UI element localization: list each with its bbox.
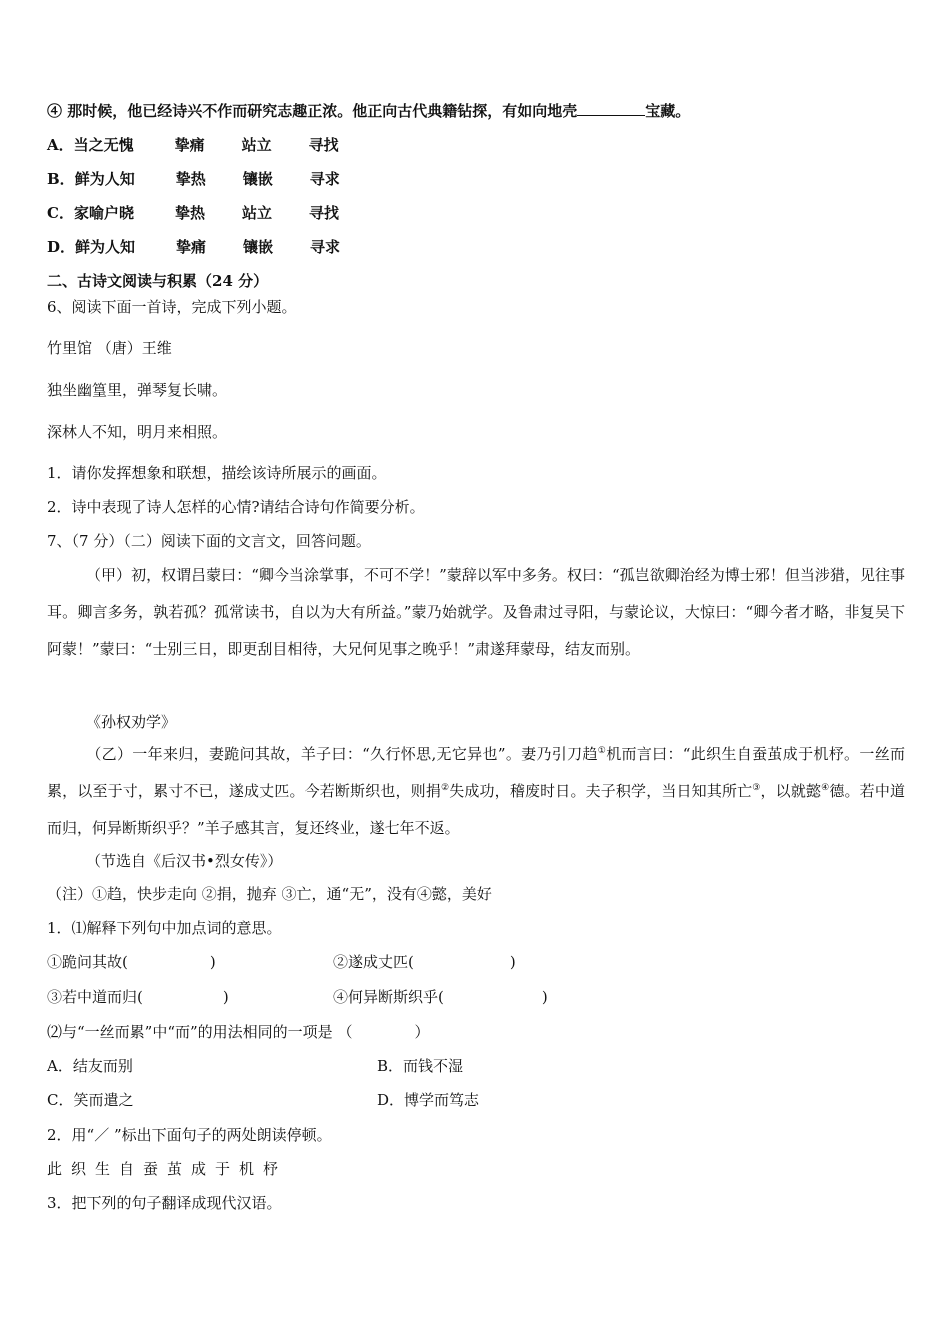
dotted-word: 归 bbox=[122, 988, 138, 1006]
passage-b-text-3: 失成功，稽废时日。夫子积学，当日知其所亡 bbox=[449, 782, 753, 800]
q5-option-c[interactable] bbox=[47, 203, 339, 223]
passage-b bbox=[47, 736, 905, 847]
option-word-1: 当之无愧 bbox=[73, 136, 134, 154]
q5-option-b[interactable] bbox=[47, 169, 340, 189]
q7-sub-1-item-3 bbox=[47, 987, 229, 1007]
item-text: 成丈匹( bbox=[363, 953, 414, 971]
q7-sub-1-item-4 bbox=[333, 987, 548, 1007]
footnote-mark: ④ bbox=[821, 783, 830, 793]
option-label: D． bbox=[47, 238, 76, 256]
dotted-word: 斯 bbox=[393, 988, 409, 1006]
passage-a bbox=[47, 557, 905, 668]
q5-option-d[interactable] bbox=[47, 237, 340, 257]
item-text: ） bbox=[414, 1023, 430, 1041]
option-word-1: 鲜为人知 bbox=[75, 238, 136, 256]
option-label: B． bbox=[47, 170, 75, 188]
item-text: ( bbox=[137, 988, 143, 1006]
annotation-note: （注）①趋，快步走向 ②捐，抛弃 ③亡，通“无”，没有④懿，美好 bbox=[47, 885, 492, 903]
passage-b-text-1: （乙）一年来归，妻跪问其故，羊子曰：“久行怀思,无它异也”。妻乃引刀趋 bbox=[86, 745, 598, 763]
q5-stem-item-4 bbox=[47, 101, 690, 121]
footnote-mark: ② bbox=[440, 783, 450, 793]
q6-sub-1: 1．请你发挥想象和联想，描绘该诗所展示的画面。 bbox=[47, 464, 387, 482]
option-label: D． bbox=[377, 1091, 405, 1109]
item-text: ③若中道而 bbox=[47, 988, 123, 1006]
q7-sub-1-stem: 1．⑴解释下列句中加点词的意思。 bbox=[47, 919, 282, 937]
option-word-2: 挚痛 bbox=[176, 238, 207, 256]
option-word-4: 寻找 bbox=[308, 204, 339, 222]
option-word-2: 挚热 bbox=[175, 170, 206, 188]
passage-b-text-5: 德。若中道而归，何异断斯织乎？”羊子感其言，复还终业，遂七年不返。 bbox=[47, 782, 905, 837]
q7-sub-2-sentence[interactable]: 此织生自蚕茧成于机杼 bbox=[47, 1160, 288, 1178]
q7-sub-3-stem: 3．把下列的句子翻译成现代汉语。 bbox=[47, 1194, 282, 1212]
item-text: ) bbox=[541, 988, 548, 1006]
q7-sub-1-item-2 bbox=[333, 952, 516, 972]
answer-blank[interactable] bbox=[577, 101, 645, 116]
dotted-word: 故 bbox=[107, 953, 123, 971]
option-text: 博学而笃志 bbox=[404, 1091, 480, 1109]
dotted-word: 遂 bbox=[348, 953, 364, 971]
item-text: ② bbox=[333, 953, 349, 971]
option-word-4: 寻求 bbox=[310, 238, 341, 256]
option-label: A． bbox=[47, 1057, 73, 1075]
poem-line-2: 深林人不知，明月来相照。 bbox=[47, 423, 228, 441]
q7-option-d[interactable] bbox=[377, 1090, 479, 1110]
q7-stem: 7、（7 分）（二）阅读下面的文言文，回答问题。 bbox=[47, 532, 371, 550]
option-word-1: 家喻户晓 bbox=[73, 204, 134, 222]
poem-title: 竹里馆 （唐）王维 bbox=[47, 339, 172, 357]
option-word-3: 镶嵌 bbox=[242, 170, 273, 188]
item-text: 织乎( bbox=[408, 988, 444, 1006]
q7-sub-1-item-1 bbox=[47, 952, 216, 972]
q5-option-a[interactable] bbox=[47, 135, 339, 155]
option-word-3: 站立 bbox=[241, 204, 272, 222]
poem-line-1: 独坐幽篁里，弹琴复长啸。 bbox=[47, 381, 228, 399]
item-text: ) bbox=[222, 988, 229, 1006]
option-label: C． bbox=[47, 1091, 74, 1109]
q7-option-a[interactable] bbox=[47, 1056, 133, 1076]
passage-b-text-2: 机而言曰：“此织生自蚕茧成于机杼。一丝而累，以至于寸，累寸不已，遂成丈匹。今若断斯织也，则捐 bbox=[47, 745, 906, 800]
item-text: ④何异断 bbox=[333, 988, 394, 1006]
q5-stem-text: ④ 那时候，他已经诗兴不作而研究志趣正浓。他正向古代典籍钻探，有如向地壳 bbox=[47, 102, 578, 120]
q6-stem: 6、阅读下面一首诗，完成下列小题。 bbox=[47, 298, 297, 316]
option-text: 结友而别 bbox=[72, 1057, 133, 1075]
q7-sub-1-2-stem bbox=[47, 1022, 429, 1042]
passage-a-text: （甲）初，权谓吕蒙曰：“卿今当涂掌事，不可不学！”蒙辞以军中多务。权曰：“孤岂欲卿治经为博士邪！但当涉猎，见往事耳。卿言多务，孰若孤？孤常读书，自以为大有所益。”蒙乃始就学。及鲁肃过寻阳，与蒙论议，大惊曰：“卿今者才略，非复吴下阿蒙！”蒙曰：“士别三日，即更刮目相待，大兄何见事之晚乎！”肃遂拜蒙母，结友而别。 bbox=[47, 566, 905, 658]
option-word-4: 寻求 bbox=[309, 170, 340, 188]
item-text: ①跪问其 bbox=[47, 953, 108, 971]
passage-b-text-4: ，以就懿 bbox=[760, 782, 822, 800]
option-word-3: 站立 bbox=[241, 136, 272, 154]
item-text: ⑵与“一丝而累”中“而”的用法相同的一项是 （ bbox=[47, 1023, 353, 1041]
section-title: 二、古诗文阅读与积累（24 分） bbox=[47, 272, 269, 290]
q6-sub-2: 2．诗中表现了诗人怎样的心情?请结合诗句作简要分析。 bbox=[47, 498, 425, 516]
option-label: C． bbox=[47, 204, 74, 222]
option-text: 笑而遣之 bbox=[73, 1091, 134, 1109]
source-a: 《孙权劝学》 bbox=[86, 713, 177, 731]
option-label: A． bbox=[47, 136, 74, 154]
q7-option-c[interactable] bbox=[47, 1090, 134, 1110]
option-text: 而钱不湿 bbox=[403, 1057, 464, 1075]
footnote-mark: ③ bbox=[752, 783, 761, 793]
option-word-4: 寻找 bbox=[308, 136, 339, 154]
item-text: ) bbox=[509, 953, 516, 971]
q7-sub-2-stem: 2．用“／ ”标出下面句子的两处朗读停顿。 bbox=[47, 1126, 332, 1144]
option-word-1: 鲜为人知 bbox=[74, 170, 135, 188]
item-text: ( bbox=[122, 953, 128, 971]
option-word-2: 挚热 bbox=[174, 204, 205, 222]
option-label: B． bbox=[377, 1057, 404, 1075]
source-b: （节选自《后汉书•烈女传》） bbox=[86, 852, 283, 870]
footnote-mark: ① bbox=[597, 746, 607, 756]
q7-option-b[interactable] bbox=[377, 1056, 463, 1076]
q5-stem-tail: 宝藏。 bbox=[645, 102, 691, 120]
option-word-2: 挚痛 bbox=[174, 136, 205, 154]
item-text: ) bbox=[209, 953, 216, 971]
option-word-3: 镶嵌 bbox=[243, 238, 274, 256]
